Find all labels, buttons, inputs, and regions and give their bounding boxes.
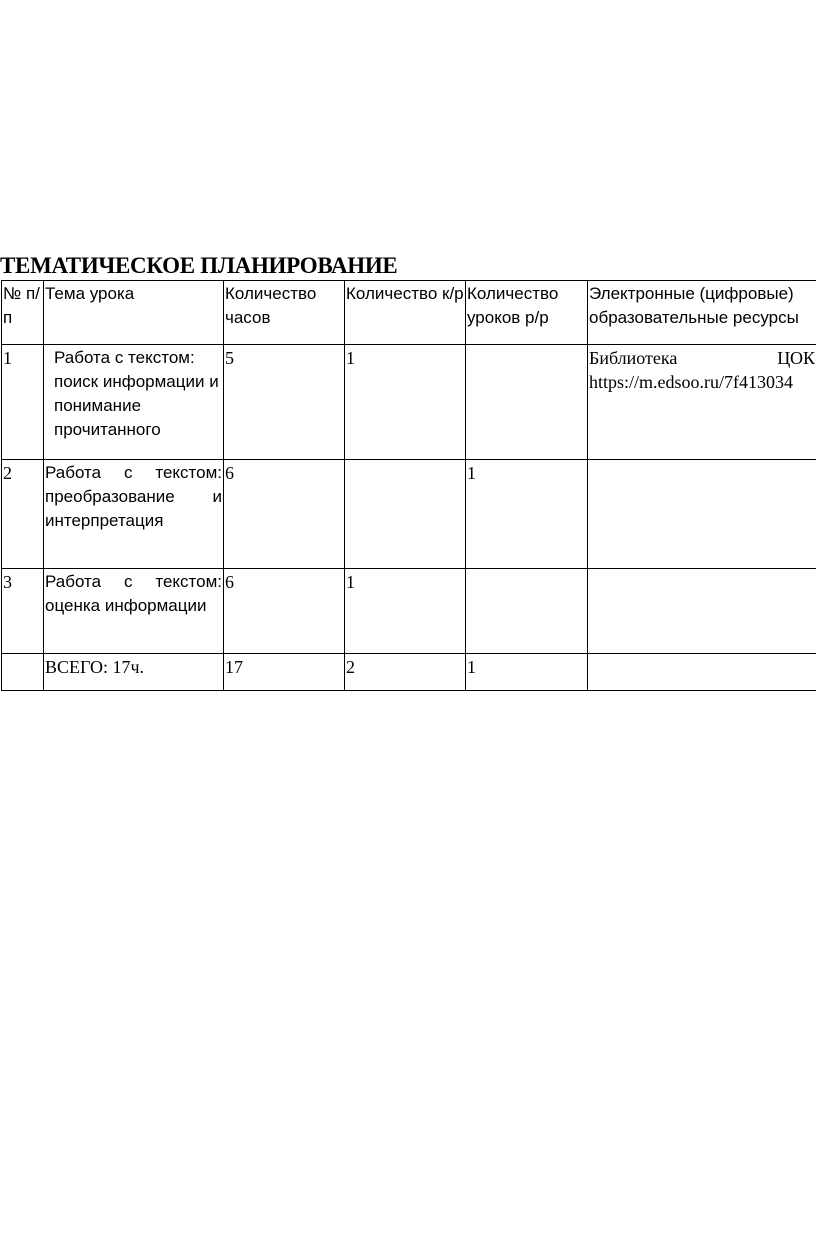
row-resources <box>588 569 816 654</box>
row-tests: 1 <box>345 345 466 460</box>
header-tests: Количество к/р <box>345 281 466 345</box>
row-hours: 6 <box>224 569 345 654</box>
row-tests: 1 <box>345 569 466 654</box>
row-resources <box>588 345 816 460</box>
row-speech <box>466 345 588 460</box>
row-topic: Работа с текстом: оценка информации <box>44 569 224 654</box>
row-hours: 6 <box>224 460 345 569</box>
table-row <box>2 460 816 569</box>
row-resources <box>588 460 816 569</box>
table-header-row <box>2 281 816 345</box>
resource-label: Библиотека ЦОК <box>589 348 815 368</box>
total-number <box>2 654 44 691</box>
thematic-planning-table <box>1 280 816 691</box>
row-topic: Работа с текстом: поиск информации и понимание прочитанного <box>44 345 224 460</box>
row-speech: 1 <box>466 460 588 569</box>
table-row <box>2 345 816 460</box>
table-row <box>2 569 816 654</box>
header-resources: Электронные (цифровые) образовательные ресурсы <box>588 281 816 345</box>
row-hours: 5 <box>224 345 345 460</box>
table-total-row <box>2 654 816 691</box>
header-speech-lessons: Количество уроков р/р <box>466 281 588 345</box>
header-hours: Количество часов <box>224 281 345 345</box>
total-tests: 2 <box>345 654 466 691</box>
total-speech: 1 <box>466 654 588 691</box>
row-speech <box>466 569 588 654</box>
total-hours: 17 <box>224 654 345 691</box>
row-number: 3 <box>2 569 44 654</box>
row-topic: Работа с текстом: преобразование и интерпретация <box>44 460 224 569</box>
header-topic: Тема урока <box>44 281 224 345</box>
row-tests <box>345 460 466 569</box>
resource-link[interactable]: https://m.edsoo.ru/7f413034 <box>589 372 793 392</box>
total-resources <box>588 654 816 691</box>
page-title: ТЕМАТИЧЕСКОЕ ПЛАНИРОВАНИЕ <box>0 253 398 278</box>
row-number: 1 <box>2 345 44 460</box>
row-number: 2 <box>2 460 44 569</box>
total-label: ВСЕГО: 17ч. <box>44 654 224 691</box>
header-number: № п/п <box>2 281 44 345</box>
